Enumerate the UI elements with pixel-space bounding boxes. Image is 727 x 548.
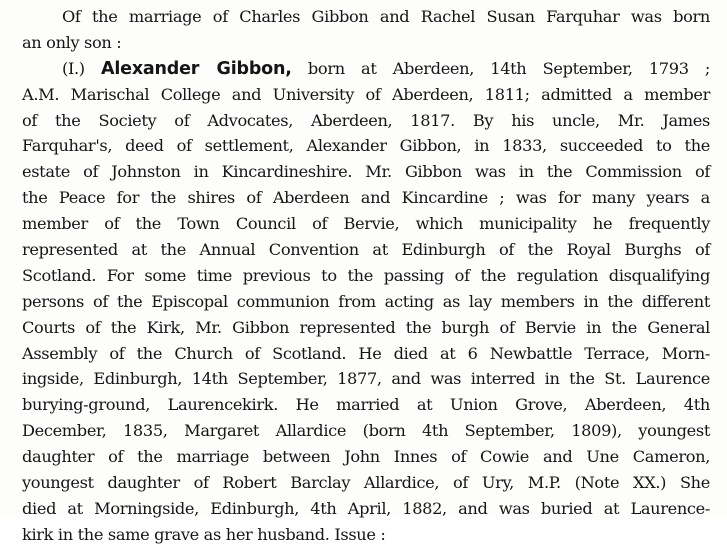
entry-line: persons of the Episcopal communion from acting as lay members in the different [22, 291, 710, 311]
entry-name: Alexander Gibbon, [101, 58, 292, 79]
text-block [22, 4, 710, 548]
entry-line: burying-ground, Laurencekirk. He married at Union Grove, Aberdeen, 4th [22, 395, 710, 415]
entry-line: youngest daughter of Robert Barclay Allardice, of Ury, M.P. (Note XX.) She [22, 473, 710, 493]
entry-line: estate of Johnston in Kincardineshire. Mr. Gibbon was in the Commission of [22, 162, 710, 182]
entry-first-line-rest: born at Aberdeen, 14th September, 1793 ; [307, 58, 710, 78]
entry-line: Courts of the Kirk, Mr. Gibbon represented the burgh of Bervie in the General [22, 317, 710, 337]
entry-line: died at Morningside, Edinburgh, 4th April, 1882, and was buried at Laurence- [22, 498, 710, 518]
entry-line: December, 1835, Margaret Allardice (born 4th September, 1809), youngest [22, 421, 710, 441]
intro-line-1: Of the marriage of Charles Gibbon and Rachel Susan Farquhar was born [62, 7, 710, 26]
entry-line: daughter of the marriage between John Innes of Cowie and Une Cameron, [22, 447, 710, 467]
entry-line: Farquhar's, deed of settlement, Alexander Gibbon, in 1833, succeeded to the [22, 136, 710, 156]
entry-line: A.M. Marischal College and University of Aberdeen, 1811; admitted a member [22, 84, 710, 104]
entry-line: ingside, Edinburgh, 14th September, 1877, and was interred in the St. Laurence [22, 369, 710, 389]
entry-last-line: kirk in the same grave as her husband. Issue : [22, 524, 386, 544]
entry-line: member of the Town Council of Bervie, which municipality he frequently [22, 214, 710, 234]
entry-line: Assembly of the Church of Scotland. He died at 6 Newbattle Terrace, Morn- [22, 343, 710, 363]
entry-first-line [22, 56, 710, 82]
entry-line: Scotland. For some time previous to the passing of the regulation disqualifying [22, 265, 710, 285]
entry-line: of the Society of Advocates, Aberdeen, 1817. By his uncle, Mr. James [22, 110, 710, 130]
entry-number: (I.) [62, 58, 85, 78]
intro-line-2: an only son : [22, 32, 122, 52]
entry-line: represented at the Annual Convention at Edinburgh of the Royal Burghs of [22, 240, 710, 260]
entry-line: the Peace for the shires of Aberdeen and Kincardine ; was for many years a [22, 188, 710, 208]
